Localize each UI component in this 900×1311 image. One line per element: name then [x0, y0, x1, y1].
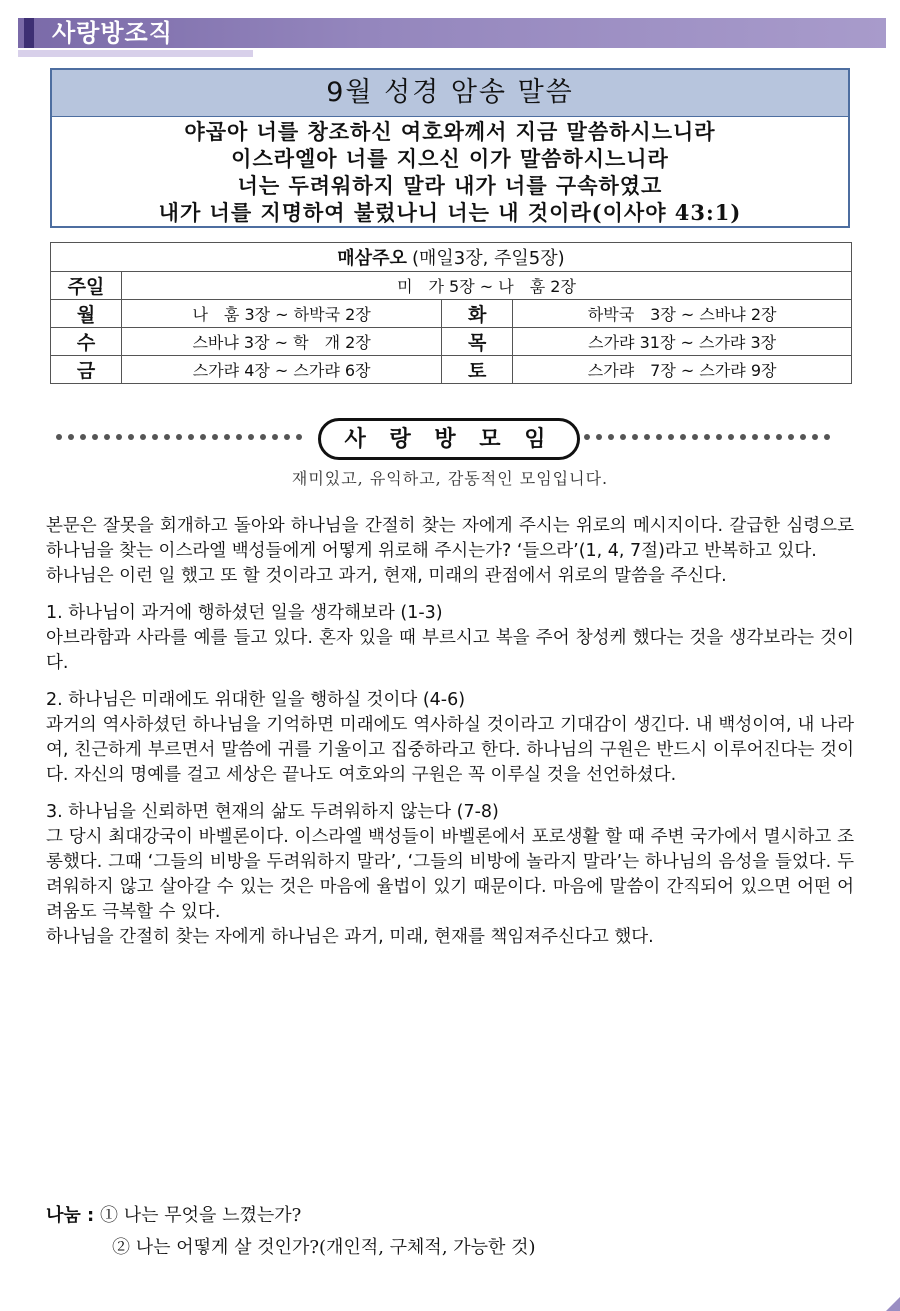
- verse-line: 야곱아 너를 창조하신 여호와께서 지금 말씀하시느니라: [184, 119, 716, 144]
- sharing-question: ① 나는 무엇을 느꼈는가?: [99, 1205, 302, 1226]
- day-cell: 목: [442, 328, 513, 356]
- divider-dot: [596, 434, 602, 440]
- sharing-question: ② 나는 어떻게 살 것인가?(개인적, 구체적, 가능한 것): [112, 1237, 536, 1258]
- intro-paragraph: 하나님은 이런 일 했고 또 할 것이라고 과거, 현재, 미래의 관점에서 위로의 말씀을 주신다.: [46, 566, 727, 586]
- divider-dot: [200, 434, 206, 440]
- verse-line: 이스라엘아 너를 지으신 이가 말씀하시느니라: [231, 146, 669, 171]
- sharing-row: [46, 1200, 536, 1232]
- point-heading: 2. 하나님은 미래에도 위대한 일을 행하실 것이다 (4-6): [46, 690, 466, 710]
- reading-plan-title: 매삼주오: [337, 248, 407, 269]
- divider-dot: [608, 434, 614, 440]
- divider-dot: [116, 434, 122, 440]
- divider-dot: [764, 434, 770, 440]
- reading-cell: 스바냐 3장 ~ 학 개 2장: [122, 328, 442, 356]
- day-cell: 화: [442, 300, 513, 328]
- divider-dot: [140, 434, 146, 440]
- header-underline: [18, 50, 253, 57]
- divider-dot: [272, 434, 278, 440]
- day-cell: 토: [442, 356, 513, 384]
- divider-dot: [188, 434, 194, 440]
- divider-dot: [224, 434, 230, 440]
- divider-dot: [152, 434, 158, 440]
- header-accent-bar: [24, 18, 34, 48]
- reading-cell: 하박국 3장 ~ 스바냐 2장: [513, 300, 852, 328]
- point-body: 과거의 역사하셨던 하나님을 기억하면 미래에도 역사하실 것이라고 기대감이 생긴다. 내 백성이여, 내 나라여, 친근하게 부르면서 말씀에 귀를 기울이고 집중하라고 한다. 하나님의 구원은 반드시 이루어진다는 것이다. 자신의 명예를 걸고 세상은 끝나도 여호와의 구원은 꼭 이루실 것을 선언하셨다.: [46, 715, 854, 785]
- divider-dot: [644, 434, 650, 440]
- meeting-subtitle: 재미있고, 유익하고, 감동적인 모임입니다.: [291, 469, 609, 488]
- table-row: [51, 272, 852, 300]
- verse-title-bar: [52, 70, 848, 117]
- page-corner-decoration: [886, 1297, 900, 1311]
- divider-dot: [296, 434, 302, 440]
- divider-dot: [620, 434, 626, 440]
- day-cell: 수: [51, 328, 122, 356]
- verse-title: 9월 성경 암송 말씀: [326, 77, 574, 108]
- divider-dot: [824, 434, 830, 440]
- dotted-divider-left: [56, 434, 302, 442]
- reading-plan-subtitle: (매일3장, 주일5장): [411, 248, 565, 269]
- table-title-row: [51, 243, 852, 272]
- day-cell: 주일: [51, 272, 122, 300]
- divider-dot: [212, 434, 218, 440]
- divider-dot: [752, 434, 758, 440]
- divider-dot: [656, 434, 662, 440]
- point-heading: 3. 하나님을 신뢰하면 현재의 삶도 두려워하지 않는다 (7-8): [46, 802, 499, 822]
- dotted-divider-right: [584, 434, 830, 442]
- point-body: 그 당시 최대강국이 바벨론이다. 이스라엘 백성들이 바벨론에서 포로생활 할 때 주변 국가에서 멸시하고 조롱했다. 그때 ‘그들의 비방을 두려워하지 말라’, ‘그들의 비방에 놀라지 말라’는 하나님의 음성을 들었다. 두려워하지 않고 살아갈 수 있는 것은 마음에 율법이 있기 때문이다. 마음에 말씀이 간직되어 있으면 어떤 어려움도 극복할 수 있다.: [46, 827, 854, 922]
- divider-dot: [248, 434, 254, 440]
- meeting-title: 사 랑 방 모 임: [318, 418, 580, 460]
- divider-dot: [164, 434, 170, 440]
- day-cell: 금: [51, 356, 122, 384]
- divider-dot: [728, 434, 734, 440]
- divider-dot: [236, 434, 242, 440]
- divider-dot: [716, 434, 722, 440]
- table-row: [51, 328, 852, 356]
- bible-reading-table: [50, 242, 852, 384]
- table-title-cell: [51, 243, 852, 272]
- verse-line: 너는 두려워하지 말라 내가 너를 구속하였고: [237, 173, 663, 198]
- divider-dot: [668, 434, 674, 440]
- table-row: [51, 356, 852, 384]
- divider-dot: [632, 434, 638, 440]
- conclusion-paragraph: 하나님을 간절히 찾는 자에게 하나님은 과거, 미래, 현재를 책임져주신다고 했다.: [46, 927, 654, 947]
- divider-dot: [740, 434, 746, 440]
- divider-dot: [56, 434, 62, 440]
- verse-text: [52, 118, 848, 226]
- reading-cell: 스가랴 31장 ~ 스가랴 3장: [513, 328, 852, 356]
- divider-dot: [260, 434, 266, 440]
- divider-dot: [692, 434, 698, 440]
- divider-dot: [284, 434, 290, 440]
- page-title: 사랑방조직: [52, 19, 173, 47]
- sermon-body: [46, 514, 854, 950]
- point-heading: 1. 하나님이 과거에 행하셨던 일을 생각해보라 (1-3): [46, 603, 443, 623]
- divider-dot: [176, 434, 182, 440]
- divider-dot: [704, 434, 710, 440]
- table-row: [51, 300, 852, 328]
- divider-dot: [776, 434, 782, 440]
- reading-cell: 미 가 5장 ~ 나 훔 2장: [122, 272, 852, 300]
- reading-cell: 나 훔 3장 ~ 하박국 2장: [122, 300, 442, 328]
- divider-dot: [128, 434, 134, 440]
- divider-dot: [788, 434, 794, 440]
- sharing-row: [46, 1232, 536, 1264]
- sharing-section: [46, 1200, 536, 1264]
- point-body: 아브라함과 사라를 예를 들고 있다. 혼자 있을 때 부르시고 복을 주어 창성케 했다는 것을 생각보라는 것이다.: [46, 628, 854, 673]
- divider-dot: [812, 434, 818, 440]
- sharing-label: 나눔 :: [46, 1205, 95, 1226]
- divider-dot: [584, 434, 590, 440]
- divider-dot: [800, 434, 806, 440]
- intro-paragraph: 본문은 잘못을 회개하고 돌아와 하나님을 간절히 찾는 자에게 주시는 위로의 메시지이다. 갈급한 심령으로 하나님을 찾는 이스라엘 백성들에게 어떻게 위로해 주시는가? ‘들으라’(1, 4, 7절)라고 반복하고 있다.: [46, 516, 854, 561]
- verse-line: 내가 너를 지명하여 불렀나니 너는 내 것이라(이사야 43:1): [158, 200, 742, 225]
- day-cell: 월: [51, 300, 122, 328]
- divider-dot: [92, 434, 98, 440]
- reading-cell: 스가랴 7장 ~ 스가랴 9장: [513, 356, 852, 384]
- reading-cell: 스가랴 4장 ~ 스가랴 6장: [122, 356, 442, 384]
- divider-dot: [680, 434, 686, 440]
- divider-dot: [68, 434, 74, 440]
- divider-dot: [104, 434, 110, 440]
- memory-verse-box: [50, 68, 850, 228]
- divider-dot: [80, 434, 86, 440]
